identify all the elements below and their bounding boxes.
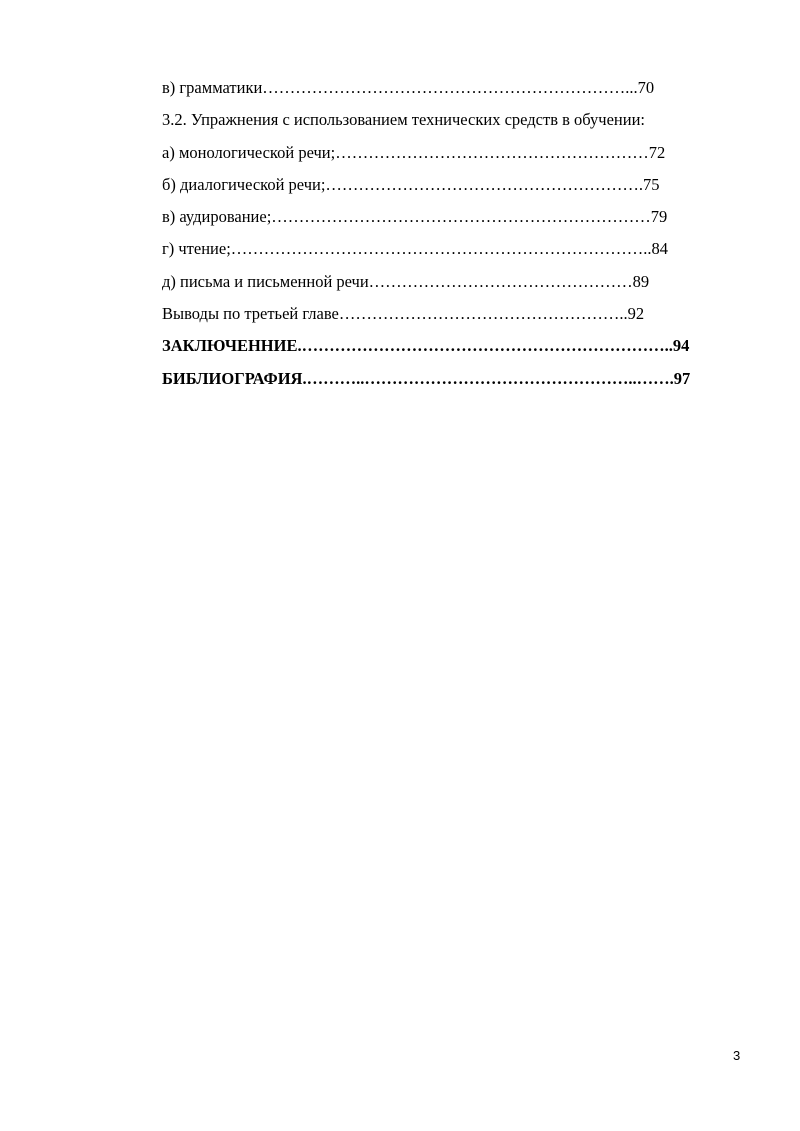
toc-entry-dialogue-speech: б) диалогической речи;………………………………………………….75 (162, 174, 660, 194)
toc-entry-writing: д) письма и письменной речи…………………………………………89 (162, 271, 650, 291)
page-number: 3 (733, 1048, 741, 1063)
toc-entry-listening: в) аудирование;……………………………………………………………79 (162, 207, 668, 227)
toc-entry-chapter-3-conclusions: Выводы по третьей главе……………………………………………..92 (162, 304, 645, 324)
toc-entry-conclusion: ЗАКЛЮЧЕННИЕ.…………………………………………………………..94 (162, 336, 690, 356)
toc-entry-monologue-speech: а) монологической речи;…………………………………………………72 (162, 142, 666, 162)
toc-section-3-2-heading: 3.2. Упражнения с использованием технических средств в обучении: (162, 110, 645, 130)
toc-entry-bibliography: БИБЛИОГРАФИЯ.………..…………………………………………..…….97 (162, 368, 691, 388)
toc-entry-grammar: в) грамматики…………………………………………………………...70 (162, 78, 655, 97)
table-of-contents (162, 76, 762, 399)
toc-entry-reading: г) чтение;…………………………………………………………………..84 (162, 239, 669, 259)
